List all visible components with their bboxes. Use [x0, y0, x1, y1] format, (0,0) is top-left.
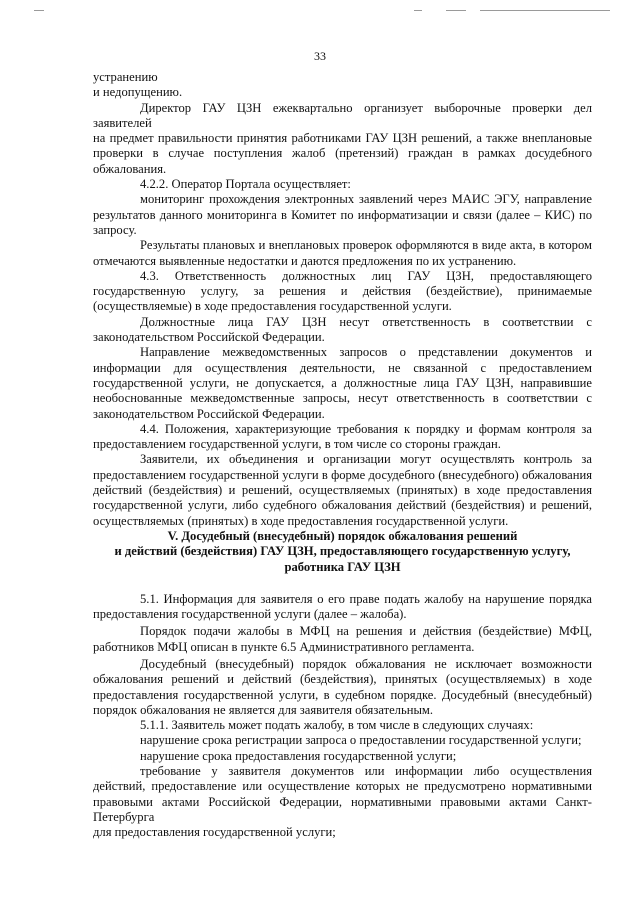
section-heading	[93, 529, 592, 575]
paragraph: 5.1.1. Заявитель может подать жалобу, в том числе в следующих случаях:	[140, 718, 534, 733]
paragraph: нарушение срока регистрации запроса о предоставлении государственной услуги;	[140, 733, 582, 748]
paragraph: Должностные лица ГАУ ЦЗН несут ответственность в соответствии с законодательством Российской Федерации.	[93, 314, 592, 345]
scan-artifact-right	[480, 10, 610, 11]
paragraph: 5.1. Информация для заявителя о его праве подать жалобу на нарушение порядка предоставления государственной услуги (далее – жалоба).	[93, 591, 592, 622]
paragraph: и недопущению.	[93, 85, 183, 100]
paragraph: 4.3. Ответственность должностных лиц ГАУ ЦЗН, предоставляющего государственную услугу, за решения и действия (бездействие), принимаемые (осуществляемые) в ходе предоставления государственной услуги.	[93, 268, 592, 314]
paragraph: Направление межведомственных запросов о представлении документов и информации для осуществления деятельности, не связанной с предоставлением государственной услуги, не допускается, а должностные лица ГАУ ЦЗН, направившие необоснованные межведомственные запросы, несут ответственность в соответствии с законодательством Российской Федерации.	[93, 345, 592, 421]
paragraph: Директор ГАУ ЦЗН ежеквартально организует выборочные проверки дел заявителей	[93, 100, 592, 130]
paragraph: требование у заявителя документов или информации либо осуществления действий, предоставление или осуществление которых не предусмотрено нормативными правовыми актами Российской Федерации, нормативными правовыми актами Санкт-Петербурга	[93, 764, 592, 824]
scan-artifact-mid-2	[446, 10, 466, 11]
paragraph: устранению	[93, 70, 158, 84]
paragraph: Досудебный (внесудебный) порядок обжалования не исключает возможности обжалования решений и действий (бездействия), принятых (осуществляемых) в ходе предоставления государственной услуги, в судебном порядке. Досудебный (внесудебный) порядок обжалования не является для заявителя обязательным.	[93, 656, 592, 717]
page-number: 33	[314, 49, 326, 63]
paragraph: на предмет правильности принятия работниками ГАУ ЦЗН решений, а также внеплановые проверки в случае поступления жалоб (претензий) граждан в рамках досудебного обжалования.	[93, 131, 592, 176]
paragraph: Результаты плановых и внеплановых проверок оформляются в виде акта, в котором отмечаются выявленные недостатки и даются предложения по их устранению.	[93, 238, 592, 268]
paragraph: 4.4. Положения, характеризующие требования к порядку и формам контроля за предоставлением государственной услуги, в том числе со стороны граждан.	[93, 421, 592, 452]
section-heading-line: работника ГАУ ЦЗН	[284, 559, 401, 574]
scan-artifact-left	[34, 10, 44, 11]
paragraph: мониторинг прохождения электронных заявлений через МАИС ЭГУ, направление результатов данного мониторинга в Комитет по информатизации и связи (далее – КИС) по запросу.	[93, 192, 592, 237]
paragraph: для предоставления государственной услуги;	[93, 825, 336, 840]
paragraph: 4.2.2. Оператор Портала осуществляет:	[140, 177, 351, 192]
scan-artifact-mid-1	[414, 10, 422, 11]
paragraph: Порядок подачи жалобы в МФЦ на решения и действия (бездействие) МФЦ, работников МФЦ описан в пункте 6.5 Административного регламента.	[93, 624, 592, 654]
section-heading-line: V. Досудебный (внесудебный) порядок обжалования решений	[167, 528, 518, 543]
paragraph: нарушение срока предоставления государственной услуги;	[140, 748, 457, 763]
document-body	[93, 70, 592, 841]
paragraph: Заявители, их объединения и организации могут осуществлять контроль за предоставлением государственной услуги в форме досудебного (внесудебного) обжалования действий (бездействия) и решений, осуществляемых (принятых) в ходе предоставления государственной услуги, либо судебного обжалования действий (бездействия) и решений, осуществляемых (принятых) в ходе предоставления государственной услуги.	[93, 452, 592, 528]
section-heading-line: и действий (бездействия) ГАУ ЦЗН, предоставляющего государственную услугу,	[114, 544, 571, 559]
spacer	[93, 575, 592, 592]
